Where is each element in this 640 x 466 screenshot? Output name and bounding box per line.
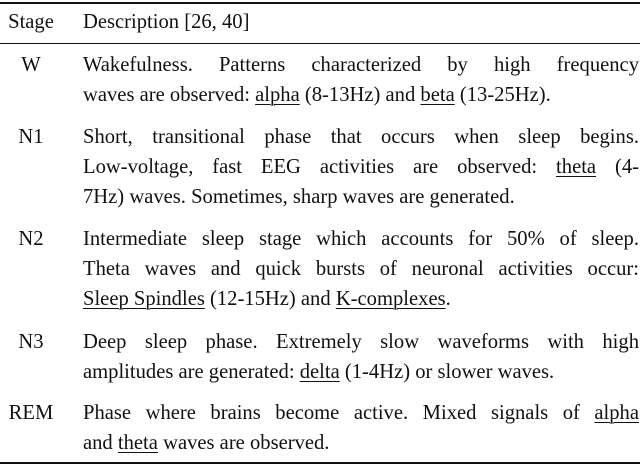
text-run: waves are observed: (83, 84, 256, 106)
text-run: (4- (596, 156, 639, 178)
header-description: Description [26, 40] (83, 11, 250, 33)
stage-cell: REM (8, 402, 54, 424)
underlined-term: alpha (594, 402, 639, 424)
text-run: . (445, 288, 451, 310)
text-run: Short, transitional phase that occurs when sleep begins. (83, 126, 639, 148)
text-run: Theta waves and quick bursts of neuronal activities occur: (83, 258, 639, 280)
description-line (83, 80, 639, 110)
description-cell (83, 122, 639, 212)
text-run: Intermediate sleep stage which accounts for 50% of sleep. (83, 228, 639, 250)
description-line (83, 254, 639, 284)
description-cell (83, 50, 639, 110)
description-line (83, 50, 639, 80)
underlined-term: Sleep Spindles (83, 288, 205, 310)
text-run: waves are observed. (157, 432, 330, 454)
description-line (83, 122, 639, 152)
description-line (83, 284, 639, 314)
description-line (83, 152, 639, 182)
description-cell (83, 327, 639, 387)
text-run: Phase where brains become active. Mixed signals of (83, 402, 595, 424)
text-run: (1-4Hz) or slower waves. (339, 361, 555, 383)
table-bottom-rule (0, 462, 640, 464)
underlined-term: alpha (255, 84, 300, 106)
stage-cell: N2 (18, 228, 44, 250)
text-run: and (83, 432, 118, 454)
table-header-rule (0, 43, 640, 44)
table-top-rule (0, 2, 640, 4)
underlined-term: K-complexes (335, 288, 446, 310)
description-line (83, 224, 639, 254)
text-run: (8-13Hz) and (299, 84, 421, 106)
description-line (83, 182, 639, 212)
description-cell (83, 398, 639, 458)
table-header-row (0, 7, 640, 37)
text-run: Wakefulness. Patterns characterized by high frequency (83, 54, 639, 76)
description-cell (83, 224, 639, 314)
underlined-term: delta (299, 361, 340, 383)
description-line (83, 327, 639, 357)
text-run: amplitudes are generated: (83, 361, 300, 383)
underlined-term: theta (556, 156, 597, 178)
underlined-term: theta (117, 432, 158, 454)
description-line (83, 428, 639, 458)
stage-cell: W (21, 54, 41, 76)
text-run: Low-voltage, fast EEG activities are observed: (83, 156, 557, 178)
text-run: Deep sleep phase. Extremely slow waveforms with high (83, 331, 639, 353)
text-run: (13-25Hz). (454, 84, 551, 106)
description-line (83, 357, 639, 387)
description-line (83, 398, 639, 428)
header-stage: Stage (8, 11, 54, 33)
stage-cell: N3 (18, 331, 44, 353)
underlined-term: beta (420, 84, 455, 106)
stage-cell: N1 (18, 126, 44, 148)
text-run: 7Hz) waves. Sometimes, sharp waves are generated. (83, 186, 515, 208)
text-run: (12-15Hz) and (204, 288, 336, 310)
